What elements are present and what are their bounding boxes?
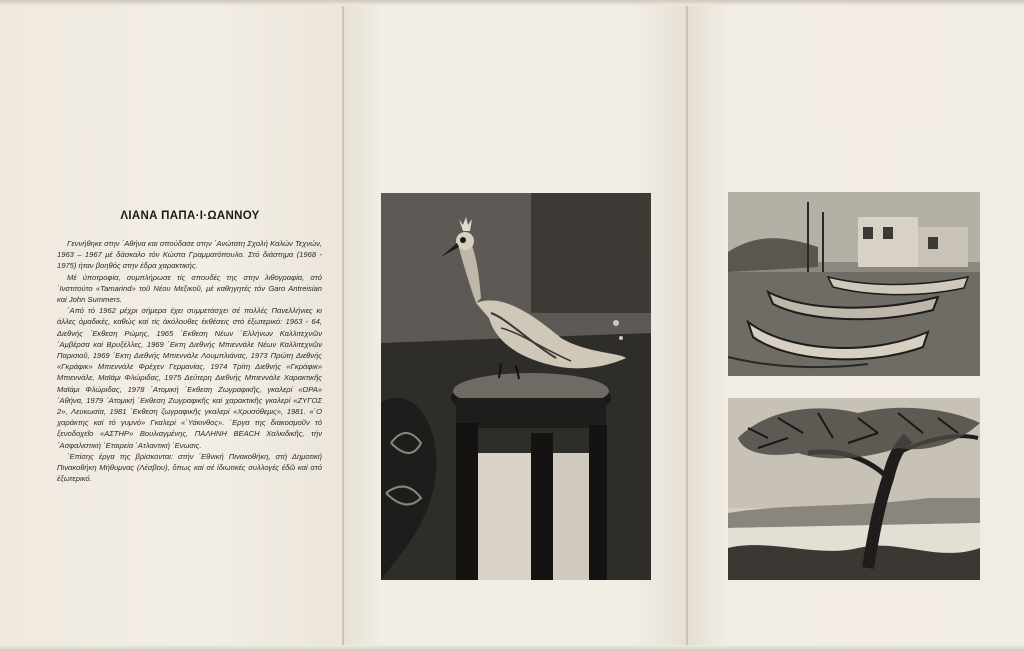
artwork-bird-image <box>381 193 651 580</box>
bio-paragraph: ΄Επίσης έργα της βρίσκονται: στήν ΄Εθνική Πινακοθήκη, στή Δημοτική Πινακοθήκη Μήθυμνας (Λέσβου), ὅπως καί σέ ἰδιωτικές συλλογές ἐδῶ καί στό ἐξωτερικό. <box>57 451 322 484</box>
fold-line <box>342 0 344 651</box>
artwork-tree-image <box>728 398 980 580</box>
bio-paragraph: Μέ ύποτροφία, συμπλήρωσε τίς σπουδές της στην λιθογραφία, στό ΄Ινστιτούτο «Tamarind» τοῦ Νέου Μεξικοῦ, μέ καθηγητές τόν Garo Antreisian καί John Summers. <box>57 272 322 305</box>
artist-name-heading: ΛΙΑΝΑ ΠΑΠΑ·Ι·ΩΑΝΝΟΥ <box>120 210 260 222</box>
artwork-harbor-image <box>728 192 980 376</box>
fold-line <box>686 0 688 651</box>
bio-paragraph: Γεννήθηκε στην ΄Αθήνα και σπούδασε στην ΄Ανώτατη Σχολή Καλών Τεχνών, 1963 – 1967 μέ δάσκαλο τόν Κώστα Γραμματόπουλο. Στό διάστημα (1968 - 1975) ήταν βοηθός στην έδρα χαρακτικής. <box>57 239 322 271</box>
paper-edge <box>0 645 1024 651</box>
paper-edge <box>0 0 1024 6</box>
left-panel <box>0 0 342 651</box>
biography-text <box>57 238 322 484</box>
bio-paragraph: ΄Από τό 1962 μέχρι σήμερα έχει συμμετάσχει σέ πολλές Πανελλήνιες κι άλλες ὁμαδικές, καθώς καί τίς ἀκόλουθες ἐκθέσεις στό ἐξωτερικό: 1963 - 64, Διεθνής ΄Εκθεση Ρώμης, 1965 ΄Εκθεση Νέων ΄Ελλήνων Καλλιτεχνῶν ΄Αμβέρσα καί Βρυξέλλες, 1969 ΄Εκτη Διεθνής Μπιεννάλε Νέων Καλλιτεχνῶν Παρισιοῦ, 1969 ΄Εκτη Διεθνής Μπιεννάλε Λουμπλιάνας, 1973 Πρώτη Διεθνής «Γκράφικ» Μπιεννάλε Φρέχεν Γερμανίας, 1974 Τρίτη Διεθνής «Γκράφικ» Μπιεννάλε, Μαϊάμι Φλώριδας, 1975 Δεύτερη Διεθνής Μπιεννάλε Χαρακτικῆς Μαϊάμι Φλώριδας, 1978 ΄Ατομική ΄Εκθεση Ζωγραφικῆς, γκαλερί «ΩΡΑ» ΄Αθήνα, 1979 ΄Ατομική ΄Εκθεση Ζωγραφικῆς καί χαρακτικῆς γκαλερί «ΖΥΓΟΣ 2», Λευκωσία, 1981 ΄Εκθεση ζωγραφικῆς γκαλερί «Χρυσόθεμις», 1981. «΄Ο χαράκτης καί τό γυμνό» Γκαλερί «΄Υάκινθος». ΄Εργα της διακοσμοῦν τό ξενοδοχεῖο «ΑΣΤΗΡ» Βουλιαγμένης, ΠΑΛΗΝΗ BEACH Χαλκιδικῆς, τήν ΄Ασφαλιστική ΄Εταιρεία ΄Ατλαντική ΄Ενωσις. <box>57 306 322 450</box>
